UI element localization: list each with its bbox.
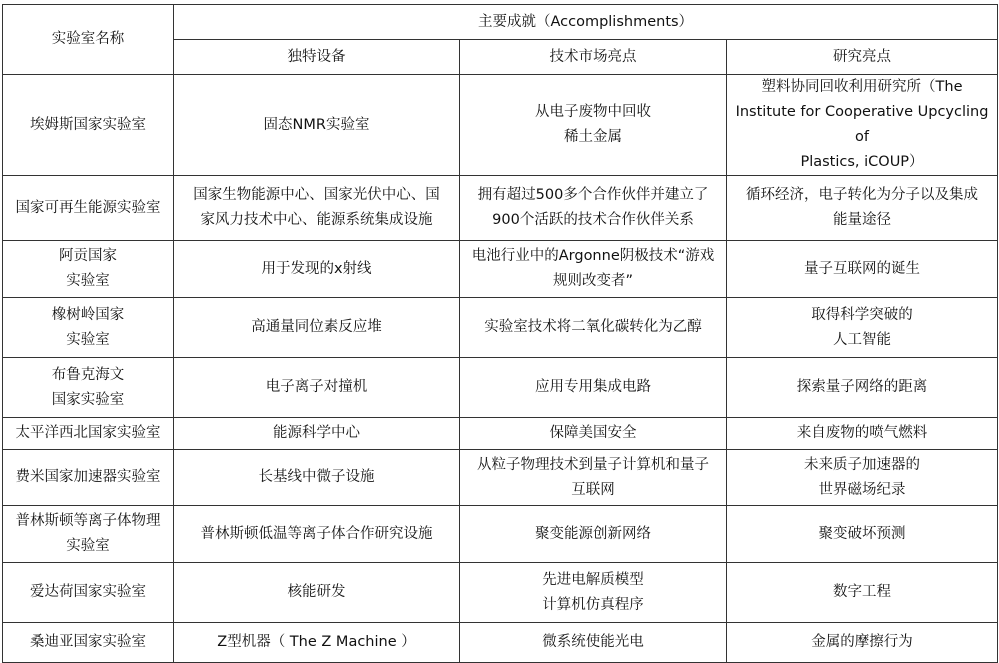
unique-equipment-cell: 固态NMR实验室	[174, 75, 460, 176]
lab-name-cell: 桑迪亚国家实验室	[3, 623, 174, 663]
tech-market-cell: 实验室技术将二氧化碳转化为乙醇	[460, 298, 727, 358]
unique-equipment-cell: 普林斯顿低温等离子体合作研究设施	[174, 506, 460, 563]
table-row	[3, 563, 998, 623]
tech-market-cell: 保障美国安全	[460, 418, 727, 450]
header-lab-name: 实验室名称	[3, 5, 174, 75]
unique-equipment-cell: 长基线中微子设施	[174, 450, 460, 506]
tech-market-cell: 微系统使能光电	[460, 623, 727, 663]
table-row	[3, 450, 998, 506]
lab-name-cell: 太平洋西北国家实验室	[3, 418, 174, 450]
header-unique-equipment: 独特设备	[174, 40, 460, 75]
accomplishments-table	[2, 4, 998, 663]
research-highlight-cell: 来自废物的喷气燃料	[727, 418, 998, 450]
tech-market-cell: 拥有超过500多个合作伙伴并建立了 900个活跃的技术合作伙伴关系	[460, 176, 727, 241]
unique-equipment-cell: 高通量同位素反应堆	[174, 298, 460, 358]
table-row	[3, 506, 998, 563]
lab-name-cell: 布鲁克海文 国家实验室	[3, 358, 174, 418]
tech-market-cell: 先进电解质模型 计算机仿真程序	[460, 563, 727, 623]
unique-equipment-cell: 电子离子对撞机	[174, 358, 460, 418]
unique-equipment-cell: 核能研发	[174, 563, 460, 623]
research-highlight-cell: 量子互联网的诞生	[727, 241, 998, 298]
header-research-highlights: 研究亮点	[727, 40, 998, 75]
research-highlight-cell: 聚变破坏预测	[727, 506, 998, 563]
research-highlight-cell: 塑料协同回收利用研究所（The Institute for Cooperative Upcycling of Plastics, iCOUP）	[727, 75, 998, 176]
table-row	[3, 75, 998, 176]
table-row	[3, 358, 998, 418]
research-highlight-cell: 数字工程	[727, 563, 998, 623]
tech-market-cell: 从电子废物中回收 稀土金属	[460, 75, 727, 176]
tech-market-cell: 从粒子物理技术到量子计算机和量子 互联网	[460, 450, 727, 506]
tech-market-cell: 应用专用集成电路	[460, 358, 727, 418]
unique-equipment-cell: 能源科学中心	[174, 418, 460, 450]
header-accomplishments: 主要成就（Accomplishments）	[174, 5, 998, 40]
table-row	[3, 418, 998, 450]
lab-name-cell: 普林斯顿等离子体物理 实验室	[3, 506, 174, 563]
research-highlight-cell: 探索量子网络的距离	[727, 358, 998, 418]
research-highlight-cell: 金属的摩擦行为	[727, 623, 998, 663]
unique-equipment-cell: 国家生物能源中心、国家光伏中心、国 家风力技术中心、能源系统集成设施	[174, 176, 460, 241]
tech-market-cell: 聚变能源创新网络	[460, 506, 727, 563]
research-highlight-cell: 循环经济，电子转化为分子以及集成 能量途径	[727, 176, 998, 241]
unique-equipment-cell: Z型机器（ The Z Machine ）	[174, 623, 460, 663]
table-row	[3, 241, 998, 298]
lab-name-cell: 国家可再生能源实验室	[3, 176, 174, 241]
lab-name-cell: 费米国家加速器实验室	[3, 450, 174, 506]
lab-name-cell: 阿贡国家 实验室	[3, 241, 174, 298]
lab-name-cell: 橡树岭国家 实验室	[3, 298, 174, 358]
research-highlight-cell: 未来质子加速器的 世界磁场纪录	[727, 450, 998, 506]
lab-name-cell: 埃姆斯国家实验室	[3, 75, 174, 176]
header-row-1	[3, 5, 998, 40]
research-highlight-cell: 取得科学突破的 人工智能	[727, 298, 998, 358]
unique-equipment-cell: 用于发现的x射线	[174, 241, 460, 298]
header-tech-market-highlights: 技术市场亮点	[460, 40, 727, 75]
table-row	[3, 298, 998, 358]
table-row	[3, 176, 998, 241]
lab-name-cell: 爱达荷国家实验室	[3, 563, 174, 623]
tech-market-cell: 电池行业中的Argonne阴极技术“游戏 规则改变者”	[460, 241, 727, 298]
